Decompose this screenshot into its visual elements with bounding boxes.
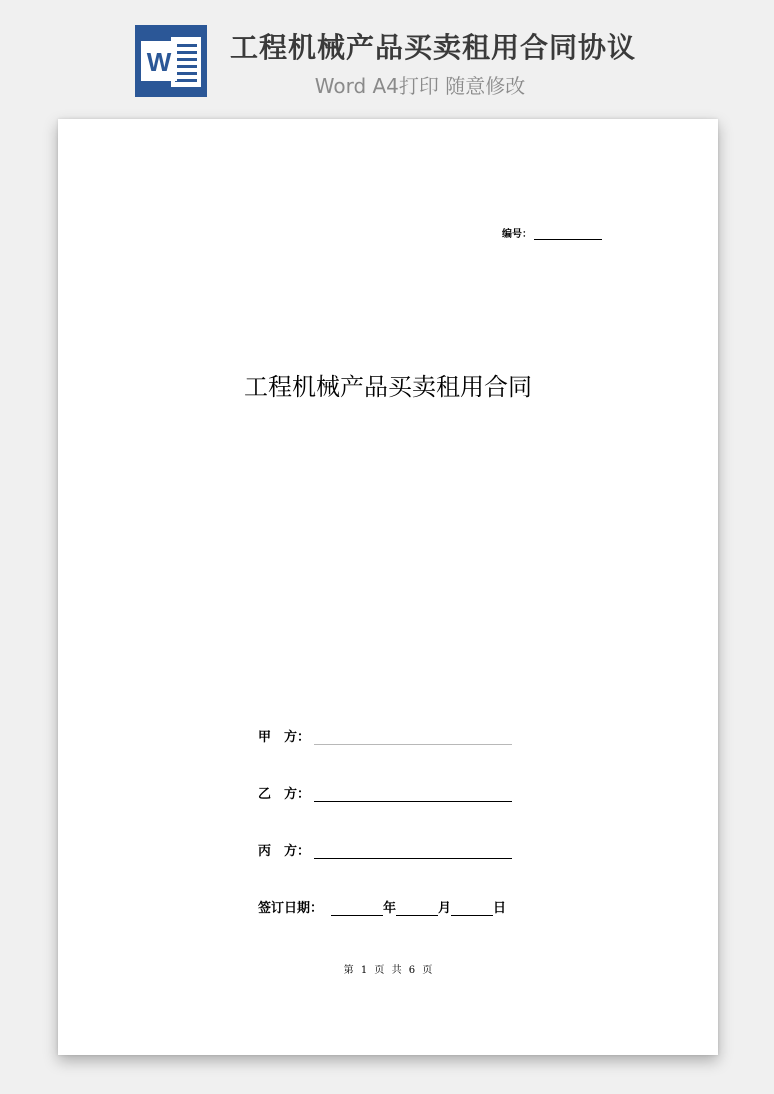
page-number-suffix: 页 — [422, 965, 433, 976]
header — [0, 0, 774, 112]
page-number-total-word: 共 — [391, 965, 402, 976]
page-number-prefix: 第 — [343, 965, 354, 976]
sign-date-month-label: 月 — [438, 901, 452, 916]
document-title: 工程机械产品买卖租用合同 — [244, 373, 532, 401]
party-b-label: 乙 方： — [258, 787, 311, 802]
serial-number-label: 编号： — [502, 229, 532, 240]
party-c-row — [258, 840, 512, 859]
word-icon-letter: W — [146, 47, 172, 77]
sign-date-month-blank[interactable] — [396, 903, 438, 916]
party-a-row — [258, 726, 512, 745]
header-title: 工程机械产品买卖租用合同协议 — [230, 31, 637, 64]
party-c-blank[interactable] — [314, 846, 512, 859]
party-c-label: 丙 方： — [258, 844, 311, 859]
page-number-current: 1 — [360, 965, 368, 976]
page-number-total: 6 — [408, 965, 416, 976]
sign-date-day-blank[interactable] — [451, 903, 493, 916]
sign-date-day-label: 日 — [493, 901, 507, 916]
serial-number-blank[interactable] — [534, 229, 602, 240]
serial-number-field — [502, 225, 602, 240]
header-subtitle: Word A4打印 随意修改 — [314, 74, 526, 98]
word-icon — [135, 25, 207, 97]
page-number-page-word: 页 — [374, 965, 385, 976]
sign-date-year-label: 年 — [383, 901, 397, 916]
party-a-label: 甲 方： — [258, 730, 311, 745]
sign-date-label: 签订日期： — [258, 901, 324, 916]
party-b-row — [258, 783, 512, 802]
sign-date-row — [258, 897, 506, 916]
page-number — [58, 961, 718, 976]
sign-date-year-blank[interactable] — [331, 903, 383, 916]
document-page — [58, 119, 718, 1055]
party-a-blank[interactable] — [314, 732, 512, 745]
watermark — [95, 464, 167, 525]
party-b-blank[interactable] — [314, 789, 512, 802]
